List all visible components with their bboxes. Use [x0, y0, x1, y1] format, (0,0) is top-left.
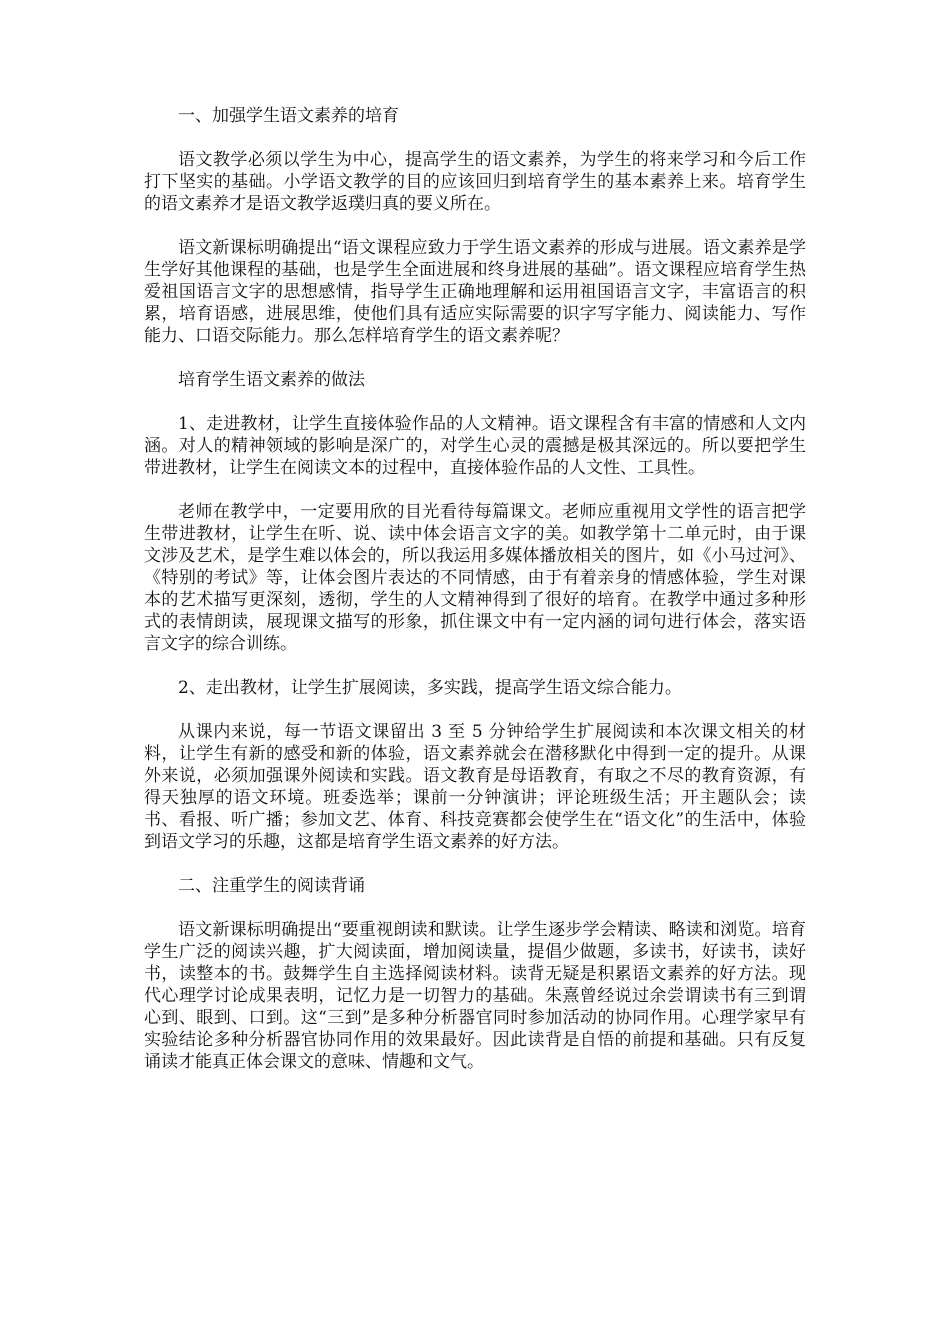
paragraph-3: 1、走进教材，让学生直接体验作品的人文精神。语文课程含有丰富的情感和人文内涵。对人的精神领域的影响是深广的，对学生心灵的震撼是极其深远的。所以要把学生带进教材，让学生在阅读文本的过程中，直接体验作品的人文性、工具性。: [144, 414, 806, 478]
paragraph-1: 语文教学必须以学生为中心，提高学生的语文素养，为学生的将来学习和今后工作打下坚实的基础。小学语文教学的目的应该回归到培育学生的基本素养上来。培育学生的语文素养才是语文教学返璞归真的要义所在。: [144, 150, 806, 214]
section-heading-2: 二、注重学生的阅读背诵: [178, 876, 365, 896]
document-page: [144, 105, 806, 1095]
paragraph-5: 2、走出教材，让学生扩展阅读，多实践，提高学生语文综合能力。: [178, 678, 682, 698]
paragraph-4: 老师在教学中，一定要用欣的目光看待每篇课文。老师应重视用文学性的语言把学生带进教材，让学生在听、说、读中体会语言文字的美。如教学第十二单元时，由于课文涉及艺术，是学生难以体会的，所以我运用多媒体播放相关的图片，如《小马过河》、《特别的考试》等，让体会图片表达的不同情感，由于有着亲身的情感体验，学生对课本的艺术描写更深刻，透彻，学生的人文精神得到了很好的培育。在教学中通过多种形式的表情朗读，展现课文描写的形象，抓住课文中有一定内涵的词句进行体会，落实语言文字的综合训练。: [144, 502, 806, 654]
section-heading-1: 一、加强学生语文素养的培育: [178, 106, 399, 126]
subheading-methods: 培育学生语文素养的做法: [178, 370, 365, 390]
paragraph-7: 语文新课标明确提出“要重视朗读和默读。让学生逐步学会精读、略读和浏览。培育学生广泛的阅读兴趣，扩大阅读面，增加阅读量，提倡少做题，多读书，好读书，读好书，读整本的书。鼓舞学生自主选择阅读材料。读背无疑是积累语文素养的好方法。现代心理学讨论成果表明，记忆力是一切智力的基础。朱熹曾经说过余尝谓读书有三到谓心到、眼到、口到。这“三到”是多种分析器官同时参加活动的协同作用。心理学家早有实验结论多种分析器官协同作用的效果最好。因此读背是自悟的前提和基础。只有反复诵读才能真正体会课文的意味、情趣和文气。: [144, 920, 806, 1072]
paragraph-6: 从课内来说，每一节语文课留出 3 至 5 分钟给学生扩展阅读和本次课文相关的材料，让学生有新的感受和新的体验，语文素养就会在潜移默化中得到一定的提升。从课外来说，必须加强课外阅读和实践。语文教育是母语教育，有取之不尽的教育资源，有得天独厚的语文环境。班委选举；课前一分钟演讲；评论班级生活；开主题队会；读书、看报、听广播；参加文艺、体育、科技竞赛都会使学生在“语文化”的生活中，体验到语文学习的乐趣，这都是培育学生语文素养的好方法。: [144, 722, 806, 852]
paragraph-2: 语文新课标明确提出“语文课程应致力于学生语文素养的形成与进展。语文素养是学生学好其他课程的基础，也是学生全面进展和终身进展的基础”。语文课程应培育学生热爱祖国语言文字的思想感情，指导学生正确地理解和运用祖国语言文字，丰富语言的积累，培育语感，进展思维，使他们具有适应实际需要的识字写字能力、阅读能力、写作能力、口语交际能力。那么怎样培育学生的语文素养呢？: [144, 238, 806, 346]
